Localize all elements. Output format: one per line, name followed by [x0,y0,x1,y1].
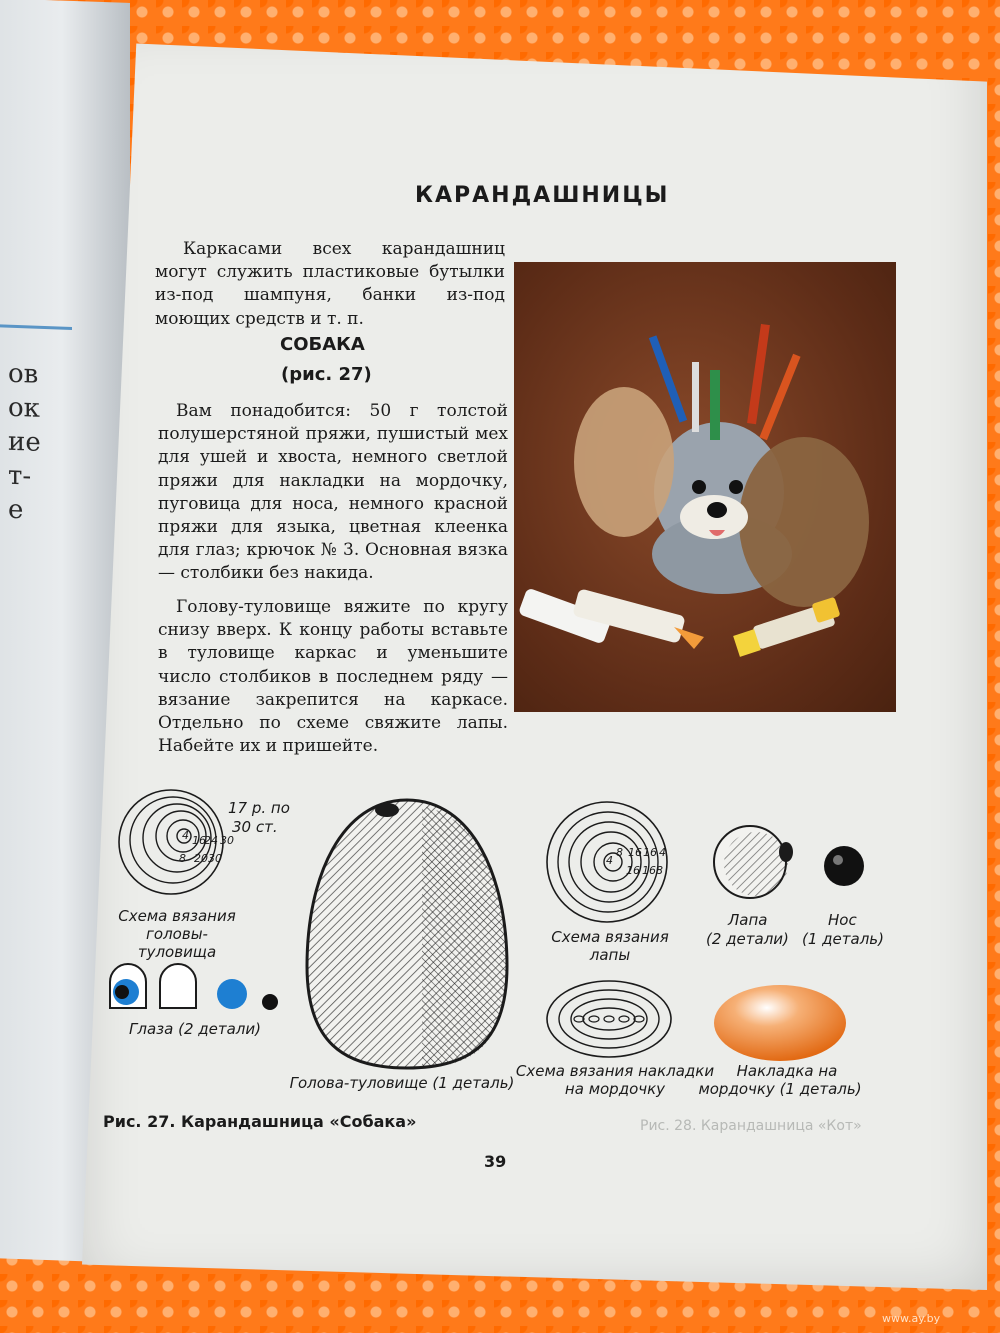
materials-paragraph: Вам понадобится: 50 г толстой полушерстяной пряжи, пушистый мех для ушей и хвоста, немного светлой пряжи для накладки на мордочку, пуговица для носа, немного красной пряжи для языка, цветная клеенка для глаз; крючок № 3. Основная вязка — столбики без накида. [158,401,508,584]
paw-scheme-number: 16 [628,846,642,859]
instructions-paragraph: Голову-туловище вяжите по кругу снизу вверх. К концу работы вставьте в туловище каркас и уменьшите число столбиков в последнем ряду — вязание закрепится на каркасе. Отдельно по схеме свяжите лапы. Набейте их и пришейте. [158,597,508,757]
paw-scheme-label: лапы [589,946,631,964]
stitches-note: 30 ст. [232,818,278,836]
watermark: www.ay.by [882,1312,941,1325]
paw-label: (2 детали) [706,930,789,948]
left-page-fragment: е [8,494,24,526]
section-figure-ref: (рис. 27) [281,364,372,385]
head-scheme-number: 30 [220,834,234,847]
left-page-fragment: т- [8,460,32,492]
head-scheme-number: 8 [179,852,186,865]
muzzle-scheme-label: Схема вязания накладки [515,1062,715,1080]
muzzle-scheme-diagram [545,975,675,1065]
rows-note: 17 р. по [228,799,290,817]
paw-scheme-number: 4 [659,846,666,859]
paw-scheme-number: 8 [616,846,623,859]
paw-scheme-number: 4 [606,854,613,867]
section-heading: СОБАКА [280,334,365,355]
head-scheme-number: 20 [194,852,208,865]
paw-scheme-number: 16 [626,864,640,877]
left-page-fragment: ов [8,358,39,390]
head-scheme-number: 30 [208,852,222,865]
left-page-fragment: ок [8,392,40,424]
head-scheme-number: 16 [192,834,206,847]
body-label: Голова-туловище (1 деталь) [289,1074,515,1092]
paw-scheme-label: Схема вязания [551,928,669,946]
intro-paragraph: Каркасами всех карандашниц могут служить пластиковые бутылки из-под шампуня, банки из-под моющих средств и т. п. [155,239,505,329]
head-scheme-number: 4 [182,829,189,842]
dog-photo-illustration [514,262,896,712]
muzzle-label: мордочку (1 деталь) [698,1080,862,1098]
eyes-label: Глаза (2 детали) [129,1020,261,1038]
paw-label: Лапа [728,911,768,929]
paw-scheme-number: 8 [656,864,663,877]
page-title: КАРАНДАШНИЦЫ [415,183,670,208]
eyes-diagram [108,960,288,1016]
page-number: 39 [484,1152,507,1171]
bleed-through-caption: Рис. 28. Карандашница «Кот» [640,1118,862,1134]
left-page-fragment: ие [8,426,41,458]
muzzle-drawing [712,983,848,1063]
head-scheme-label: Схема вязания [118,907,236,925]
muzzle-scheme-label: на мордочку [564,1080,666,1098]
photo-dog-pencil-holder [514,262,896,712]
muzzle-label: Накладка на [736,1062,838,1080]
body-drawing [302,796,512,1072]
head-scheme-label: головы-туловища [137,925,217,961]
nose-label: Нос [828,911,857,929]
paw-nose-drawing [708,824,868,909]
head-scheme-number: 24 [204,834,218,847]
figure-caption: Рис. 27. Карандашница «Собака» [103,1112,417,1131]
nose-label: (1 деталь) [802,930,884,948]
left-page-rule [0,324,72,330]
paw-scheme-number: 16 [643,846,657,859]
paw-scheme-number: 16 [642,864,656,877]
